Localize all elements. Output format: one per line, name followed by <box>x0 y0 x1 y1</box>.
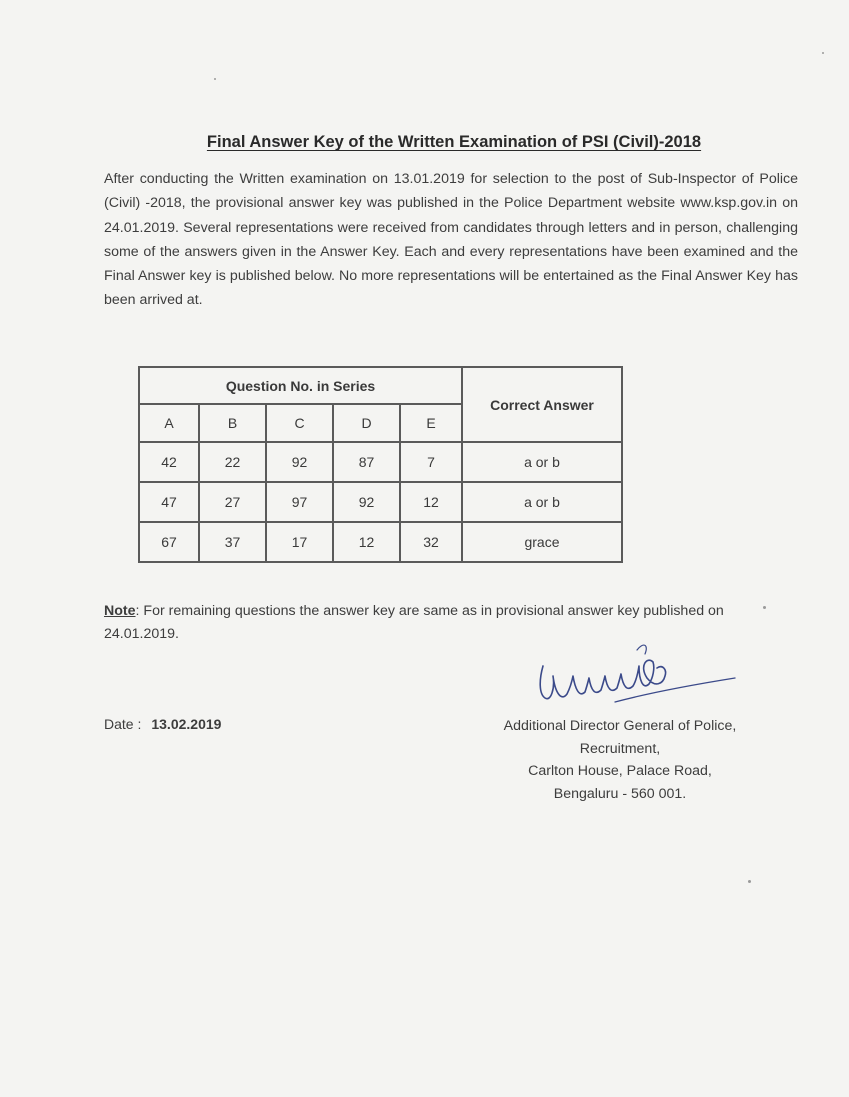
cell-a: 47 <box>139 482 199 522</box>
scan-speck <box>748 880 751 883</box>
cell-c: 97 <box>266 482 333 522</box>
date-label: Date : <box>104 716 142 732</box>
cell-a: 42 <box>139 442 199 482</box>
scan-speck <box>214 78 216 80</box>
series-header-a: A <box>139 404 199 442</box>
cell-a: 67 <box>139 522 199 562</box>
cell-e: 7 <box>400 442 462 482</box>
cell-d: 87 <box>333 442 400 482</box>
intro-paragraph: After conducting the Written examination on 13.01.2019 for selection to the post of Sub-Inspector of Police (Civil) -2018, the provisional answer key was published in the Police Department website www.ksp.gov.in on 24.01.2019. Several representations were received from candidates through letters and in person, challenging some of the answers given in the Answer Key. Each and every representations have been examined and the Final Answer key is published below. No more representations will be entertained as the Final Answer Key has been arrived at. <box>104 171 798 309</box>
cell-e: 32 <box>400 522 462 562</box>
answer-key-table <box>138 366 623 563</box>
scan-speck <box>763 606 766 609</box>
cell-d: 92 <box>333 482 400 522</box>
date-value: 13.02.2019 <box>151 716 222 732</box>
note-text: : For remaining questions the answer key are same as in provisional answer key published on 24.01.2019. <box>104 603 724 642</box>
signatory-block <box>475 715 765 805</box>
cell-c: 17 <box>266 522 333 562</box>
table-row <box>139 482 622 522</box>
scan-speck <box>822 52 824 54</box>
cell-e: 12 <box>400 482 462 522</box>
note-label: Note <box>104 603 136 619</box>
table-row <box>139 442 622 482</box>
table-row <box>139 522 622 562</box>
cell-b: 22 <box>199 442 266 482</box>
cell-answer: grace <box>462 522 622 562</box>
signatory-designation: Additional Director General of Police, <box>503 718 737 734</box>
cell-answer: a or b <box>462 442 622 482</box>
signatory-department: Recruitment, <box>579 740 661 757</box>
date-line <box>104 716 221 732</box>
document-title: Final Answer Key of the Written Examination of PSI (Civil)-2018 <box>206 133 702 151</box>
cell-d: 12 <box>333 522 400 562</box>
table-group-header: Question No. in Series <box>139 367 462 404</box>
cell-answer: a or b <box>462 482 622 522</box>
series-header-c: C <box>266 404 333 442</box>
table-answer-header: Correct Answer <box>462 367 622 442</box>
signatory-address: Carlton House, Palace Road, <box>528 763 712 779</box>
series-header-b: B <box>199 404 266 442</box>
signatory-city: Bengaluru - 560 001. <box>553 785 687 802</box>
cell-b: 37 <box>199 522 266 562</box>
series-header-e: E <box>400 404 462 442</box>
cell-b: 27 <box>199 482 266 522</box>
series-header-d: D <box>333 404 400 442</box>
handwritten-signature <box>525 636 765 726</box>
cell-c: 92 <box>266 442 333 482</box>
